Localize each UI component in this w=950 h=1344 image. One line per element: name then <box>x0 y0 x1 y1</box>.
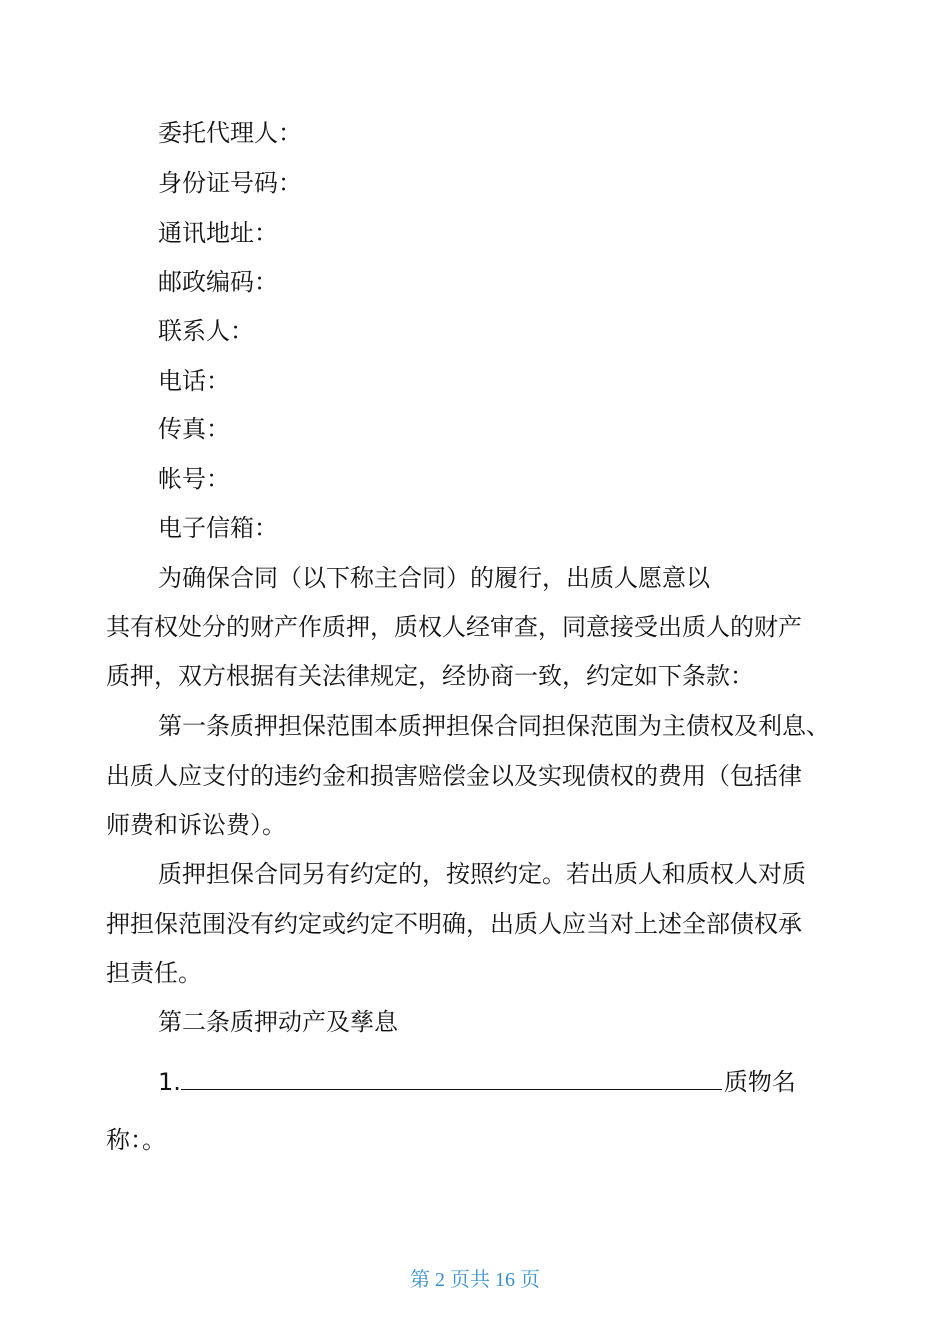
field-agent: 委托代理人： <box>158 119 302 147</box>
article-1b-line-3: 担责任。 <box>106 959 202 987</box>
article-1b-line-1: 质押担保合同另有约定的，按照约定。若出质人和质权人对质 <box>158 860 806 888</box>
item-1-number: 1. <box>158 1068 181 1096</box>
article-1-line-2: 出质人应支付的违约金和损害赔偿金以及实现债权的费用（包括律 <box>106 762 802 790</box>
field-account: 帐号： <box>158 465 230 493</box>
field-postal-code: 邮政编码： <box>158 268 278 296</box>
field-fax: 传真： <box>158 415 230 443</box>
article-1-line-1: 第一条质押担保范围本质押担保合同担保范围为主债权及利息、 <box>158 712 830 740</box>
paragraph-intro-line-3: 质押，双方根据有关法律规定，经协商一致，约定如下条款： <box>106 662 754 690</box>
article-1b-line-2: 押担保范围没有约定或约定不明确，出质人应当对上述全部债权承 <box>106 910 802 938</box>
paragraph-intro-line-1: 为确保合同（以下称主合同）的履行，出质人愿意以 <box>158 564 710 592</box>
field-id-number: 身份证号码： <box>158 169 302 197</box>
page-number-footer: 第 2 页共 16 页 <box>410 1269 540 1291</box>
item-1-label: 质物名 <box>723 1068 796 1096</box>
field-contact: 联系人： <box>158 317 254 345</box>
paragraph-intro-line-2: 其有权处分的财产作质押，质权人经审查，同意接受出质人的财产 <box>106 613 802 641</box>
blank-underline <box>181 1067 722 1090</box>
article-1-line-3: 师费和诉讼费）。 <box>106 811 286 839</box>
field-phone: 电话： <box>158 367 230 395</box>
field-email: 电子信箱： <box>158 514 278 542</box>
article-2-title: 第二条质押动产及孳息 <box>158 1008 398 1036</box>
item-1-line <box>158 1067 796 1097</box>
field-address: 通讯地址： <box>158 219 278 247</box>
item-1-continuation: 称：。 <box>106 1126 166 1154</box>
